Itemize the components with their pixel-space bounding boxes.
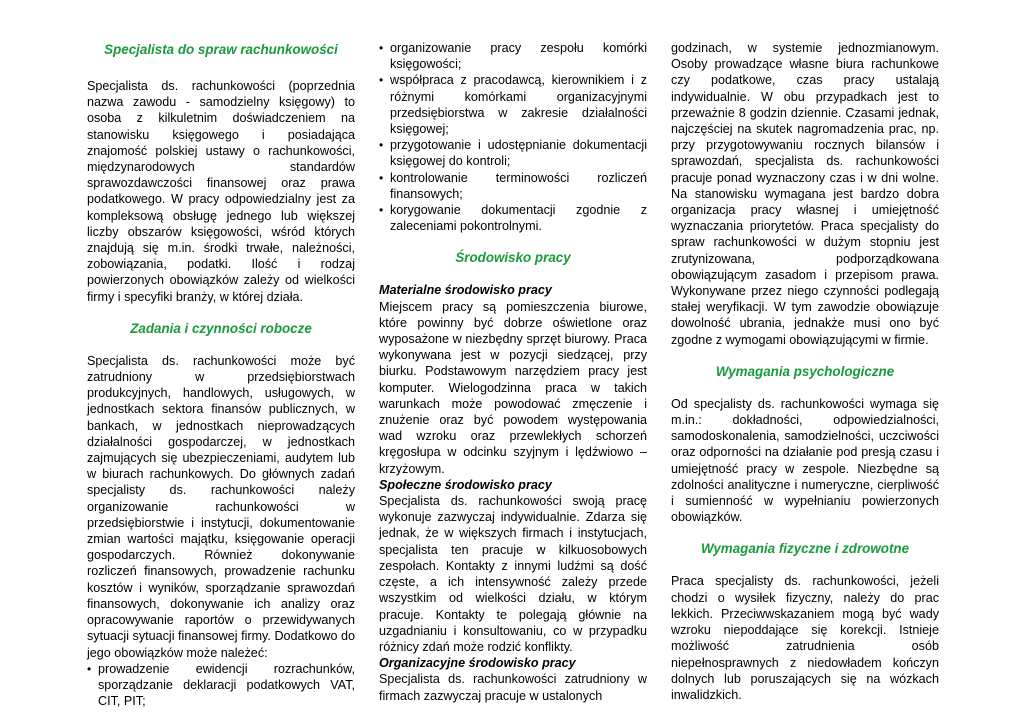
organizational-paragraph-continued: godzinach, w systemie jednozmianowym. Osoby prowadzące własne biura rachunkowe czy podatkowe, czas pracy ustalają indywidualnie. W obu przypadkach jest to przeważnie 8 godzin dziennie. Czasami jednak, najczęściej na skutek nagromadzenia prac, np. przy przygotowywaniu rocznych bilansów i sprawozdań, specjalista ds. rachunkowości pracuje ponad wyznaczony czas i w dni wolne. Na stanowisku wymagana jest bardzo dobra organizacja pracy własnej i umiejętność wyznaczania priorytetów. Praca specjalisty do spraw rachunkowości w dużym stopniu jest zrutynizowana, podporządkowana obowiązującym zasadom i przepisom prawa. Wykonywane przez niego czynności podlegają stałej weryfikacji. W tym zawodzie obowiązuje dowolność ubrania, jednakże musi ono być zgodne z wymogami obowiązującymi w firmie. (671, 41, 939, 347)
intro-paragraph: Specjalista ds. rachunkowości (poprzednia nazwa zawodu - samodzielny księgowy) to osoba z kilkuletnim doświadczeniem na stanowisku księgowego i posiadająca znajomość polskiej ustawy o rachunkowości, międzynarodowych standardów sprawozdawczości finansowej oraz prawa podatkowego. W pracy odpowiedzialny jest za kompleksową obsługę jednego lub większej liczby obszarów księgowości, wśród których znajdują się m.in. środki trwałe, należności, zobowiązania, podatki. Ilość i rodzaj powierzonych obowiązków zależy od wielkości firmy i specyfiki branży, w której działa. (87, 79, 355, 304)
column-left (87, 40, 355, 709)
list-item: • przygotowanie i udostępnianie dokumentacji księgowej do kontroli; (379, 137, 647, 169)
list-item: • współpraca z pracodawcą, kierownikiem i z różnymi komórkami organizacyjnymi przedsiębiorstwa w zakresie działalności księgowej; (379, 72, 647, 137)
heading-physical: Wymagania fizyczne i zdrowotne (700, 541, 910, 557)
heading-specialist: Specjalista do spraw rachunkowości (104, 42, 338, 57)
organizational-paragraph: Specjalista ds. rachunkowości zatrudniony w firmach zazwyczaj pracuje w ustalonych (379, 672, 647, 703)
heading-work-environment: Środowisko pracy (455, 250, 571, 266)
heading-tasks: Zadania i czynności robocze (130, 320, 312, 336)
list-item: • organizowanie pracy zespołu komórki księgowości; (379, 40, 647, 72)
tasks-paragraph: Specjalista ds. rachunkowości może być zatrudniony w przedsiębiorstwach produkcyjnych, handlowych, usługowych, w jednostkach sektora finansów publicznych, w bankach, w jednostkach nieprowadzących działalności gospodarczej, w jednostkach zajmujących się ubezpieczeniami, audytem lub w biurach rachunkowych. Do głównych zadań specjalisty ds. rachunkowości należy organizowanie rachunkowości w przedsiębiorstwie i instytucji, dokumentowanie zmian wartości majątku, księgowanie operacji gospodarczych. Również dokonywanie rozliczeń finansowych, prowadzenie rachunku kosztów i wyników, sporządzanie sprawozdań finansowych, dokonywanie ich analizy oraz opracowywanie raportów o przewidywanych sytuacji sytuacji finansowej firmy. Dodatkowo do jego obowiązków może należeć: (87, 353, 355, 660)
tasks-bullet-list-2 (379, 40, 647, 234)
material-paragraph: Miejscem pracy są pomieszczenia biurowe, które powinny być dobrze oświetlone oraz wyposażone w niezbędny sprzęt biurowy. Praca wykonywana jest w pozycji siedzącej, przy biurku. Podstawowym narzędziem pracy jest komputer. Wielogodzinna praca w takich warunkach może powodować zmęczenie i znużenie oraz być powodem występowania wad wzroku oraz przewlekłych schorzeń kręgosłupa w odcinku szyjnym i lędźwiowo – krzyżowym. (379, 299, 647, 476)
column-right (671, 40, 939, 703)
list-item: • kontrolowanie terminowości rozliczeń finansowych; (379, 170, 647, 202)
list-item: • korygowanie dokumentacji zgodnie z zaleceniami pokontrolnymi. (379, 202, 647, 234)
list-item: • prowadzenie ewidencji rozrachunków, sporządzanie deklaracji podatkowych VAT, CIT, PIT; (87, 661, 355, 710)
heading-psychological: Wymagania psychologiczne (715, 363, 895, 379)
physical-paragraph: Praca specjalisty ds. rachunkowości, jeżeli chodzi o wysiłek fizyczny, należy do prac lekkich. Przeciwwskazaniem mogą być wady wzroku niepoddające się korekcji. Istnieje możliwość zatrudnienia osób niepełnosprawnych z niedowładem kończyn dolnych lub poruszających się na wózkach inwalidzkich. (671, 574, 939, 702)
tasks-bullet-list-1 (87, 661, 355, 710)
column-middle (379, 40, 647, 704)
subheading-social: Społeczne środowisko pracy (379, 477, 552, 492)
social-paragraph: Specjalista ds. rachunkowości swoją pracę wykonuje zazwyczaj indywidualnie. Zdarza się jednak, że w większych firmach i instytucjach, specjalista ten pracuje w kilkuosobowych zespołach. Kontakty z innymi ludźmi są dość częste, a ich intensywność zależy przede wszystkim od wielkości działu, w którym pracuje. Kontakty te polegają głównie na uzgadnianiu i konsultowaniu, co w przypadku różnicy zdań może rodzić konflikty. (379, 494, 647, 654)
psychological-paragraph: Od specjalisty ds. rachunkowości wymaga się m.in.: dokładności, odpowiedzialności, samodoskonalenia, samodzielności, uczciwości oraz odporności na działanie pod presją czasu i umiejętność pracy w zespole. Niezbędne są zdolności analityczne i numeryczne, cierpliwość i sumienność w wypełnianiu powierzonych obowiązków. (671, 396, 939, 525)
subheading-organizational: Organizacyjne środowisko pracy (379, 656, 576, 671)
subheading-material: Materialne środowisko pracy (379, 283, 552, 298)
